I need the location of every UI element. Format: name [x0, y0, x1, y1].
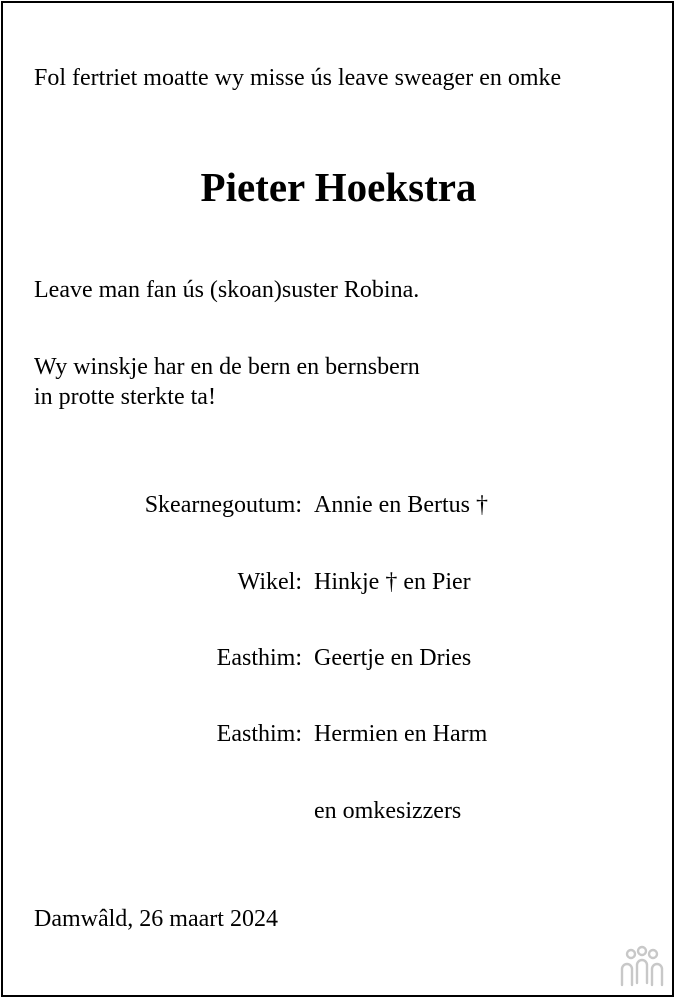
relatives-row [0, 719, 677, 749]
deceased-name: Pieter Hoekstra [200, 164, 477, 210]
relatives-place: Skearnegoutum: [144, 492, 302, 518]
relatives-names: Annie en Bertus † [314, 492, 488, 518]
wish-line: in protte sterkte ta! [34, 384, 216, 410]
wish-text [34, 352, 420, 412]
relatives-row [0, 490, 677, 520]
relatives-row [0, 796, 677, 826]
relatives-names: en omkesizzers [314, 798, 462, 824]
relatives-place: Easthim: [216, 721, 302, 747]
people-group-icon [619, 945, 665, 987]
relation-text: Leave man fan ús (skoan)suster Robina. [34, 277, 420, 303]
relatives-row [0, 643, 677, 673]
relatives-place: Easthim: [216, 645, 302, 671]
relatives-place: Wikel: [237, 569, 302, 595]
relatives-row [0, 567, 677, 597]
wish-line: Wy winskje har en de bern en bernsbern [34, 354, 420, 380]
relatives-names: Hermien en Harm [314, 721, 488, 747]
place-date: Damwâld, 26 maart 2024 [34, 906, 278, 932]
relatives-names: Hinkje † en Pier [314, 569, 471, 595]
intro-text: Fol fertriet moatte wy misse ús leave sweager en omke [34, 65, 562, 91]
relatives-names: Geertje en Dries [314, 645, 472, 671]
